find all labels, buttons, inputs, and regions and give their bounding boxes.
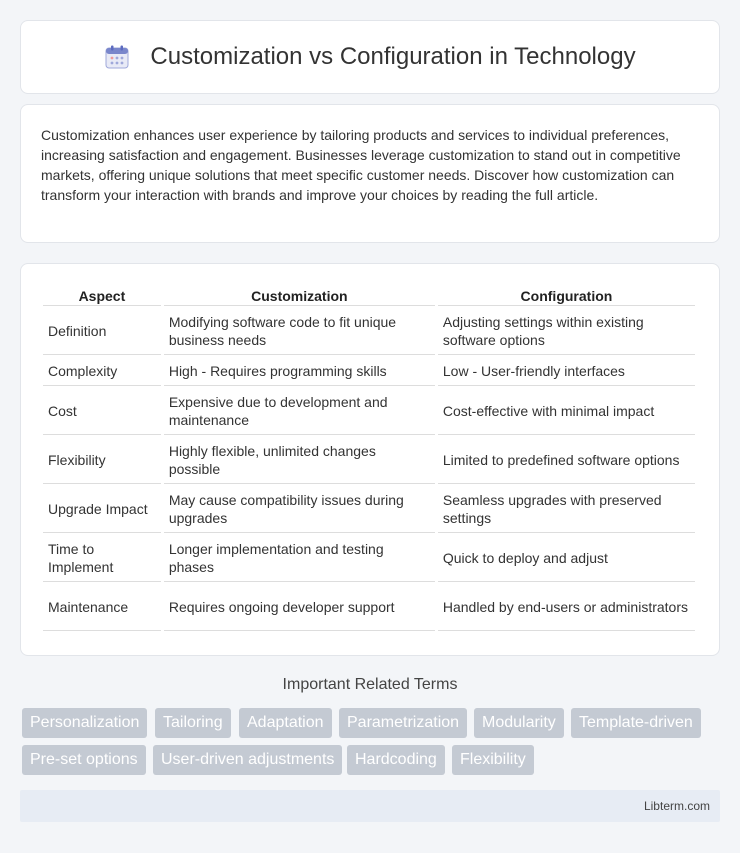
header-aspect: Aspect bbox=[43, 286, 161, 306]
cell-configuration: Handled by end-users or administrators bbox=[438, 584, 695, 631]
table-row bbox=[43, 308, 695, 355]
tag-template-driven[interactable]: Template-driven bbox=[571, 708, 701, 738]
table-header-row bbox=[43, 286, 695, 306]
cell-customization: Longer implementation and testing phases bbox=[164, 535, 435, 582]
page-title: Customization vs Configuration in Technology bbox=[150, 43, 636, 70]
tag-pre-set-options[interactable]: Pre-set options bbox=[22, 745, 146, 775]
intro-text: Customization enhances user experience by tailoring products and services to individual preferences, increasing satisfaction and engagement. Businesses leverage customization to stand out in competitive markets, offering unique solutions that meet specific customer needs. Discover how customization can transform your interaction with brands and improve your choices by reading the full article. bbox=[41, 127, 681, 203]
tag-adaptation[interactable]: Adaptation bbox=[239, 708, 332, 738]
tag-parametrization[interactable]: Parametrization bbox=[339, 708, 467, 738]
table-row bbox=[43, 437, 695, 484]
cell-customization: High - Requires programming skills bbox=[164, 357, 435, 386]
table-row bbox=[43, 535, 695, 582]
tag-personalization[interactable]: Personalization bbox=[22, 708, 147, 738]
table-row bbox=[43, 486, 695, 533]
cell-configuration: Low - User-friendly interfaces bbox=[438, 357, 695, 386]
cell-configuration: Adjusting settings within existing software options bbox=[438, 308, 695, 355]
footer-brand-link[interactable]: Libterm.com bbox=[643, 799, 710, 813]
comparison-card bbox=[20, 263, 720, 656]
cell-aspect: Cost bbox=[43, 388, 161, 435]
related-terms-title: Important Related Terms bbox=[282, 676, 458, 693]
table-row bbox=[43, 584, 695, 631]
cell-aspect: Upgrade Impact bbox=[43, 486, 161, 533]
intro-card bbox=[20, 104, 720, 243]
tag-tailoring[interactable]: Tailoring bbox=[155, 708, 231, 738]
tag-user-driven-adjustments[interactable]: User-driven adjustments bbox=[153, 745, 342, 775]
cell-customization: Expensive due to development and maintenance bbox=[164, 388, 435, 435]
cell-configuration: Cost-effective with minimal impact bbox=[438, 388, 695, 435]
cell-configuration: Seamless upgrades with preserved settings bbox=[438, 486, 695, 533]
tag-modularity[interactable]: Modularity bbox=[474, 708, 564, 738]
cell-aspect: Definition bbox=[43, 308, 161, 355]
table-row bbox=[43, 357, 695, 386]
cell-customization: May cause compatibility issues during upgrades bbox=[164, 486, 435, 533]
comparison-table bbox=[40, 284, 698, 633]
cell-aspect: Maintenance bbox=[43, 584, 161, 631]
title-wrap bbox=[104, 43, 635, 71]
header-customization: Customization bbox=[164, 286, 435, 306]
header-card bbox=[20, 20, 720, 94]
tag-hardcoding[interactable]: Hardcoding bbox=[347, 745, 445, 775]
cell-aspect: Flexibility bbox=[43, 437, 161, 484]
cell-customization: Highly flexible, unlimited changes possible bbox=[164, 437, 435, 484]
cell-customization: Requires ongoing developer support bbox=[164, 584, 435, 631]
cell-aspect: Time to Implement bbox=[43, 535, 161, 582]
calendar-icon bbox=[104, 44, 130, 70]
header-configuration: Configuration bbox=[438, 286, 695, 306]
footer bbox=[20, 790, 720, 822]
cell-configuration: Limited to predefined software options bbox=[438, 437, 695, 484]
tag-flexibility[interactable]: Flexibility bbox=[452, 745, 534, 775]
table-row bbox=[43, 388, 695, 435]
cell-customization: Modifying software code to fit unique business needs bbox=[164, 308, 435, 355]
cell-configuration: Quick to deploy and adjust bbox=[438, 535, 695, 582]
cell-aspect: Complexity bbox=[43, 357, 161, 386]
